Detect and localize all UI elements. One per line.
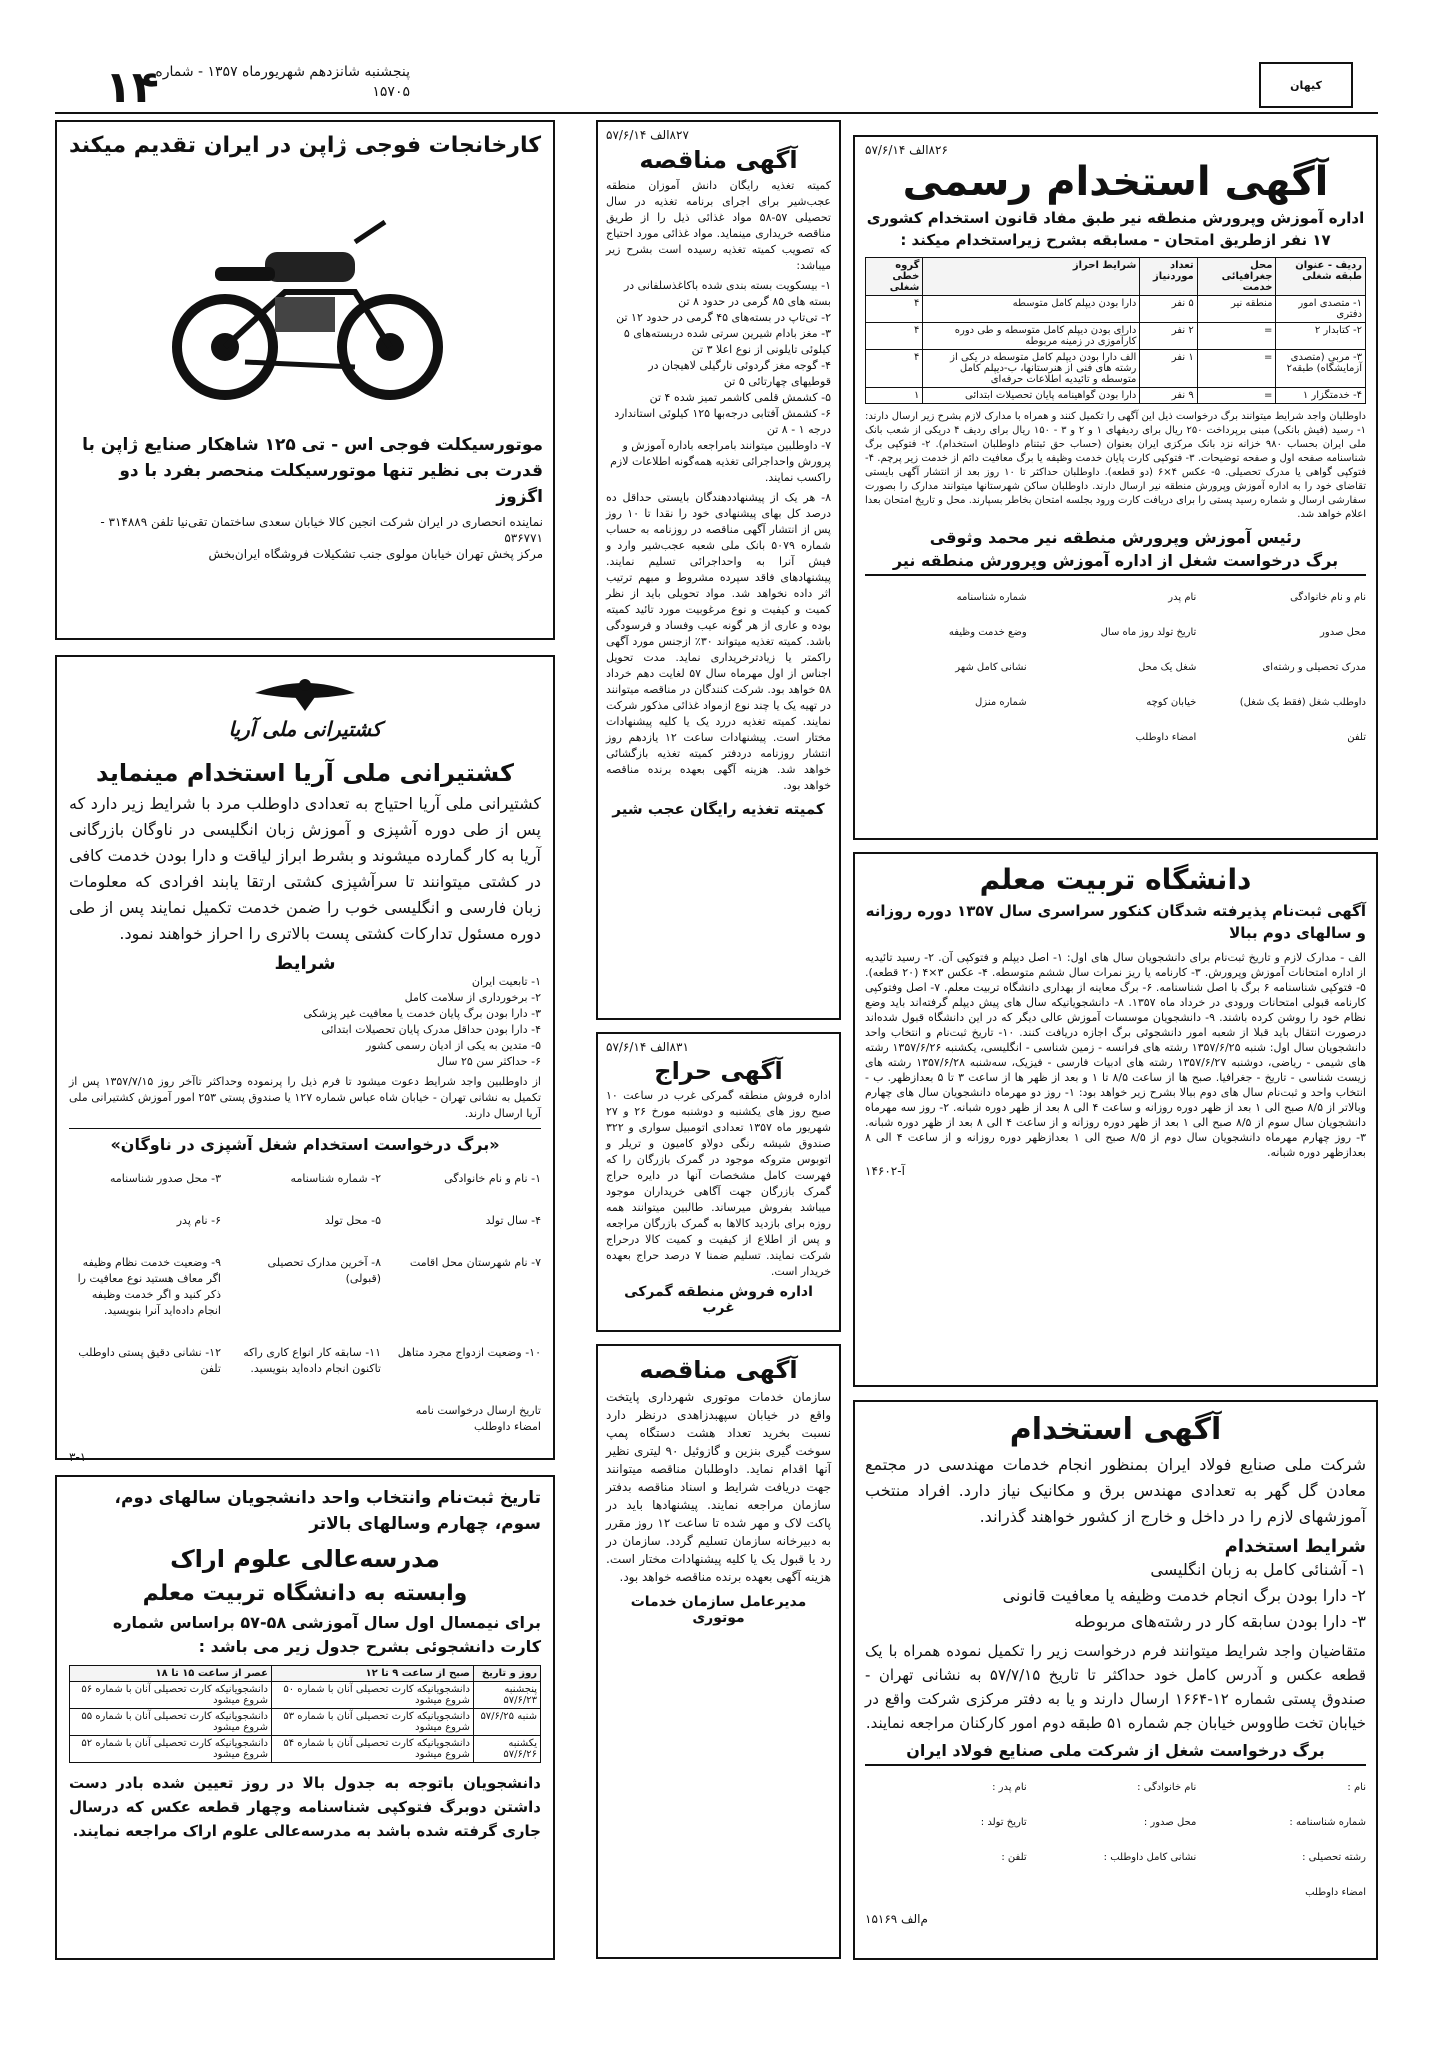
ad-title: دانشگاه تربیت معلم bbox=[979, 863, 1252, 896]
table-cell: ۴ bbox=[866, 350, 923, 388]
list-item: ۴- دارا بودن حداقل مدرک پایان تحصیلات ابتدائی bbox=[321, 1023, 541, 1036]
ad-title: کشتیرانی ملی آریا استخدام مینماید bbox=[96, 759, 514, 787]
table-cell: یکشنبه ۵۷/۶/۲۶ bbox=[473, 1736, 540, 1763]
ad-apply: از داوطلبین واجد شرایط دعوت میشود تا فرم ذیل را پرنموده وحداکثر تاآخر روز ۱۳۵۷/۷/۱۵ پس از تکمیل به نشانی تهران - خیابان شاه عباس شماره ۱۲۷ یا صندوق پستی ۲۵۳ امور آموزش کشتیرانی ملی آریا ارسال دارند. bbox=[69, 1075, 542, 1120]
conditions-title: شرایط bbox=[274, 953, 336, 974]
list-item: ۱- آشنائی کامل به زبان انگلیسی bbox=[1150, 1560, 1366, 1579]
ad-signature: مدیرعامل سازمان خدمات موتوری bbox=[630, 1594, 807, 1626]
list-item: ۶- حداکثر سن ۲۵ سال bbox=[436, 1055, 541, 1068]
form-field: نام پدر : bbox=[992, 1782, 1027, 1793]
ad-aria-shipping bbox=[55, 655, 555, 1464]
ad-code: م‌الف ۱۵۱۶۹ bbox=[865, 1912, 928, 1926]
table-cell: ۲- کتابدار ۲ bbox=[1276, 323, 1366, 350]
ad-ref: ۸۳۱الف ۵۷/۶/۱۴ bbox=[606, 1040, 689, 1054]
table-cell: دارا بودن دیپلم کامل متوسطه bbox=[923, 296, 1140, 323]
table-cell: = bbox=[1197, 323, 1276, 350]
application-form bbox=[865, 1772, 1366, 1908]
ad-body: سازمان خدمات موتوری شهرداری پایتخت واقع در خیابان سپهبدزاهدی درنظر دارد نسبت بخرید تعداد هشت دستگاه پمپ سوخت گیری بنزین و گازوئیل ۹۰ لیتری نظیر آنها اقدام نماید. داوطلبان مناقصه میتوانند جهت دریافت شرایط و اسناد مناقصه بدفتر سازمان مراجعه نمایند. پیشنهادها باید در پاکت لاک و مهر شده تا ساعت ۱۲ روز مقرر به دبیرخانه سازمان تسلیم گردد. سازمان در رد یا قبول یک یا کلیه پیشنهادات مختار است. هزینه آگهی بعهده برنده مناقصه خواهد بود. bbox=[606, 1390, 832, 1584]
ad-fuji-motorcycle bbox=[55, 120, 555, 640]
form-field: رشته تحصیلی : bbox=[1302, 1852, 1366, 1863]
ad-body: برای نیمسال اول سال آموزشی ۵۸-۵۷ براساس شماره کارت دانشجوئی بشرح جدول زیر می باشد : bbox=[112, 1613, 541, 1656]
table-row bbox=[866, 323, 1366, 350]
table-row bbox=[70, 1709, 541, 1736]
table-cell: دارا بودن گواهینامه پایان تحصیلات ابتدائی bbox=[923, 388, 1140, 404]
table-cell: دانشجویانیکه کارت تحصیلی آنان با شماره ۵۳ شروع میشود bbox=[271, 1709, 473, 1736]
conditions-list bbox=[69, 974, 541, 1070]
form-field: شماره شناسنامه bbox=[956, 592, 1027, 603]
table-cell: دانشجویانیکه کارت تحصیلی آنان با شماره ۵۶ شروع میشود bbox=[70, 1682, 272, 1709]
ad-intro: تاریخ ثبت‌نام وانتخاب واحد دانشجویان سالهای دوم، سوم، چهارم وسالهای بالاتر bbox=[114, 1488, 541, 1534]
form-field: وضع خدمت وظیفه bbox=[948, 627, 1027, 638]
form-field: ۱۱- سابقه کار انواع کاری راکه تاکنون انجام داده‌اید بنویسید. bbox=[243, 1346, 381, 1375]
table-cell: ۵ نفر bbox=[1140, 296, 1197, 323]
schedule-table bbox=[69, 1665, 541, 1763]
ad-footer: دانشجویان باتوجه به جدول بالا در روز تعیین شده بادر دست داشتن دوبرگ فتوکپی شناسنامه وچهار قطعه عکس که درسال جاری گرفته شده باشد به مدرسه‌عالی علوم اراک مراجعه نمایند. bbox=[69, 1774, 541, 1840]
ad-title: مدرسه‌عالی علوم اراک bbox=[170, 1545, 440, 1573]
ad-body: شرکت ملی صنایع فولاد ایران بمنظور انجام خدمات مهندسی در مجتمع معادن گل گهر به تعدادی مهندس برق و مکانیک نیاز دارد. افراد منتخب آموزشهای لازم را در داخل و خارج از کشور خواهند گذراند. bbox=[865, 1455, 1366, 1526]
form-field: ۱- نام و نام خانوادگی bbox=[444, 1172, 541, 1185]
ad-title: آگهی استخدام رسمی bbox=[902, 159, 1329, 205]
conditions-list bbox=[865, 1557, 1366, 1635]
form-field: محل صدور : bbox=[1143, 1817, 1197, 1828]
ad-ref: ۸۲۶الف ۵۷/۶/۱۴ bbox=[865, 143, 948, 157]
table-cell: = bbox=[1197, 388, 1276, 404]
form-field: ۵- محل تولد bbox=[324, 1214, 381, 1227]
ad-signature: اداره فروش منطقه گمرکی غرب bbox=[624, 1284, 813, 1316]
ad-body: اداره فروش منطقه گمرکی غرب در ساعت ۱۰ صبح روز های یکشنبه و دوشنبه مورخ ۲۶ و ۲۷ شهریور ماه ۱۳۵۷ تعدادی اتومبیل سواری و ۳۲۲ صندوق شیشه رنگی دولاو کامیون و تریلر و اتوبوس متروکه موجود در گمرک بازرگان را که فهرست کامل مشخصات آنها در دایره حراج گمرک بازرگان جهت آگاهی خریداران موجود میباشد بفروش میرساند. طالبین میتوانند همه روزه برای بازدید کالاها به گمرک بازرگان مراجعه و پس از اطلاع از کیفیت و کمیت کالا درحراج شرکت نمایند. تسلیم ضمنا ۷ درصد حراج بعهده خریدار است. bbox=[606, 1089, 831, 1278]
ad-terms: ۸- هر یک از پیشنهاددهندگان بایستی حداقل ده درصد کل بهای پیشنهادی خود را نقدا تا ۱۰ روز پس از انتشار آگهی مناقصه در روزنامه به حساب شماره ۵۰۷۹ بانک ملی شعبه عجب‌شیر وارد و فیش آنرا به واحداجرائی تسلیم نمایند. پیشنهادهای فاقد سپرده مشروط و مبهم ترتیب اثر داده نخواهد شد. مواد تحویلی باید از نظر کمیت و کیفیت و نوع مرغوبیت مورد تائید کمیته بوده و عاری از هر گونه عیب وفساد و فرسودگی باشد. کمیته تغذیه میتواند ۳۰٪ ازجنس مورد آگهی راکمتر یا زیادترخریداری نماید. مدت تحویل اجناس از اول مهرماه سال ۵۷ لغایت دهم خرداد ۵۸ خواهد بود. شرکت کنندگان در مناقصه میتوانند در تهیه یک یا چند نوع ازمواد غذائی مذکور شرکت نمایند. کمیته تغذیه دررد یک یا کلیه پیشنهادات مختار است. پیشنهادات ساعت ۱۲ یازدهم روز انتشار روزنامه دردفتر کمیته تغذیه بازگشائی خواهد شد. هزینه آگهی بعهده برنده مناقصه خواهد بود. bbox=[606, 491, 831, 792]
form-field: تاریخ تولد : bbox=[980, 1817, 1027, 1828]
table-cell: دانشجویانیکه کارت تحصیلی آنان با شماره ۵۰ شروع میشود bbox=[271, 1682, 473, 1709]
form-field: ۳- محل صدور شناسنامه bbox=[109, 1172, 221, 1185]
ad-agent: نماینده انحصاری در ایران شرکت انجین کالا خیابان سعدی ساختمان تقی‌نیا تلفن ۳۱۴۸۸۹ - ۵۳۶۷۷۱ bbox=[100, 515, 543, 545]
form-field: نام و نام خانوادگی bbox=[1290, 592, 1366, 603]
form-field: ۸- آخرین مدارک تحصیلی (قبولی) bbox=[267, 1256, 381, 1285]
ad-teacher-university bbox=[853, 852, 1378, 1387]
header-rule bbox=[55, 112, 1378, 114]
table-row bbox=[70, 1736, 541, 1763]
table-cell: ۱- متصدی امور دفتری bbox=[1276, 296, 1366, 323]
ad-title: آگهی استخدام bbox=[1009, 1412, 1222, 1447]
list-item: ۲- دارا بودن برگ انجام خدمت وظیفه یا معافیت قانونی bbox=[1002, 1586, 1366, 1605]
application-form bbox=[865, 582, 1366, 753]
form-field: امضاء داوطلب bbox=[1305, 1887, 1366, 1898]
list-item: ۱- تابعیت ایران bbox=[471, 975, 541, 988]
ad-code: آ-۱۴۶۰۲ bbox=[865, 1164, 905, 1178]
ad-signature: رئیس آموزش وپرورش منطقه نیر محمد وثوقی bbox=[929, 528, 1302, 547]
form-field: نشانی کامل شهر bbox=[955, 662, 1027, 673]
ad-title: آگهی مناقصه bbox=[639, 146, 798, 174]
table-cell: ۴- خدمتگزار ۱ bbox=[1276, 388, 1366, 404]
table-header: محل جغرافیائی خدمت bbox=[1197, 258, 1276, 296]
form-field: نام خانوادگی : bbox=[1137, 1782, 1197, 1793]
date-line: پنجشنبه شانزدهم شهریورماه ۱۳۵۷ - شماره ۱۵۷۰۵ bbox=[155, 64, 410, 100]
aria-logo-text: کشتیرانی ملی آریا bbox=[228, 717, 382, 741]
table-cell: پنجشنبه ۵۷/۶/۲۳ bbox=[473, 1682, 540, 1709]
ad-title: آگهی حراج bbox=[654, 1057, 783, 1085]
conditions-title: شرایط استخدام bbox=[1224, 1536, 1366, 1557]
ad-steel-employment bbox=[853, 1400, 1378, 1960]
form-field: ۱۰- وضعیت ازدواج مجرد متاهل bbox=[397, 1346, 541, 1359]
ad-title: کارخانجات فوجی ژاپن در ایران تقدیم میکند bbox=[68, 133, 541, 158]
list-item: ۲- برخورداری از سلامت کامل bbox=[404, 991, 541, 1004]
list-item: ۳- دارا بودن برگ پایان خدمت یا معافیت غیر پزشکی bbox=[303, 1007, 541, 1020]
aria-logo bbox=[69, 673, 541, 741]
ad-subtitle: اداره آموزش وپرورش منطقه نیر طبق مفاد قانون استخدام کشوری ۱۷ نفر ازطریق امتحان - مسابقه بشرح زیراستخدام میکند : bbox=[866, 209, 1365, 249]
table-header: صبح از ساعت ۹ تا ۱۲ bbox=[271, 1666, 473, 1682]
form-field: نشانی کامل داوطلب : bbox=[1103, 1852, 1197, 1863]
form-field: تلفن : bbox=[1001, 1852, 1027, 1863]
list-item: ۶- کشمش آفتابی درجه‌بها ۱۲۵ کیلوئی استاندارد درجه ۱ - ۸ تن bbox=[614, 407, 831, 436]
ad-apply: متقاضیان واجد شرایط میتوانند فرم درخواست زیر را تکمیل نموده همراه با یک قطعه عکس و آدرس کامل خود حداکثر تا تاریخ ۵۷/۷/۱۵ به نشانی تهران - صندوق پستی شماره ۱۲-۱۶۶۴ ارسال دارند و یا به دفتر مرکزی شرکت واقع در خیابان تخت طاووس خیابان جم شماره ۵۱ طبقه دوم امور کارکنان مراجعه نمایند. bbox=[865, 1642, 1366, 1732]
table-row bbox=[866, 350, 1366, 388]
form-field: شغل یک محل bbox=[1138, 662, 1197, 673]
table-cell: دانشجویانیکه کارت تحصیلی آنان با شماره ۵۵ شروع میشود bbox=[70, 1709, 272, 1736]
form-field: ۱۲- نشانی دقیق پستی داوطلب تلفن bbox=[78, 1346, 221, 1375]
ad-body: کشتیرانی ملی آریا احتیاج به تعدادی داوطلب مرد با شرایط زیر دارد که پس از طی دوره آشپزی و آموزش زبان انگلیسی در ناوگان بازرگانی آریا به کار گمارده میشوند و بشرط ابراز لیاقت و دارا بودن خدمت کافی در کشتی میتوانند تا سرآشپزی کشتی ارتقا یابند افرادی که معلومات زبان فارسی و انگلیسی خوب را ضمن خدمت تکمیل نمایند پس از طی دوره مسئول تدارکات کشتی پست بالاتری را احراز خواهند نمود. bbox=[69, 794, 541, 943]
form-field: خیابان کوچه bbox=[1146, 697, 1197, 708]
form-title: «برگ درخواست استخدام شغل آشپزی در ناوگان» bbox=[110, 1135, 500, 1154]
table-header: روز و تاریخ bbox=[473, 1666, 540, 1682]
motorcycle-image bbox=[67, 172, 543, 422]
ad-body: الف - مدارک لازم و تاریخ ثبت‌نام برای دانشجویان سال های اول: ۱- اصل دیپلم و فتوکپی آن. ۲- رسید تائیدیه از اداره امتحانات آموزش وپرورش. ۳- کارنامه یا ریز نمرات سال ششم متوسطه. ۴- عکس ۳×۴ (۲۰ قطعه). ۵- فتوکپی شناسنامه ۶ برگ با اصل شناسنامه. ۶- برگ معاینه از بهداری دانشگاه تربیت معلم. ۷- اصل وفتوکپی کارنامه قبولی امتحانات ورودی در خرداد ماه ۱۳۵۷. ۸- دانشجویانیکه سال های پیش دیپلم گرفته‌اند باید وضع نظام خود را روشن کرده باشند. ۹- دانشجویان موسسات آموزش عالی دیگر که در این دانشگاه قبول شده‌اند درصورت انتقال باید قبلا از شعبه امور دانشجوئی برگ اجازه دریافت کنند. ۱۰- تاریخ ثبت‌نام و انتخاب واحد دانشجویان سال اول: شنبه ۱۳۵۷/۶/۲۵ رشته های فرانسه - زمین شناسی - انگلیسی، یکشنبه ۱۳۵۷/۶/۲۶ رشته های شیمی - ریاضی، دوشنبه ۱۳۵۷/۶/۲۷ رشته های ادبیات فارسی - فیزیک، سه‌شنبه ۱۳۵۷/۶/۲۸ رشته های زیست شناسی - تاریخ - جغرافیا. صبح ها از ساعت ۸/۵ تا ۱ و بعد از ظهر ها از ساعت ۳ تا ۵ بعدازظهر. ب - انتخاب واحد و ثبت‌نام سال های دوم ببالا بشرح زیر خواهد بود: ۱- روز دو مهرماه دانشجویان سال های چهارم وبالاتر از ۸/۵ صبح الی ۱ بعد از ظهر دوره روزانه و ساعت ۴ الی ۸ بعد از ظهر دوره شبانه. ۲- روز سه مهرماه دانشجویان سال سوم از ۸/۵ صبح الی ۱ بعد از ظهر دوره روزانه و از ساعت ۴ الی ۸ بعد از ظهر دوره شبانه. ۳- روز چهارم مهرماه دانشجویان سال دوم از ۸/۵ صبح الی ۱ بعدازظهر دوره روزانه و از ساعت ۴ الی ۸ بعدازظهر دوره شبانه. bbox=[865, 951, 1367, 1159]
form-field: شماره شناسنامه : bbox=[1289, 1817, 1366, 1828]
table-header: تعداد موردنیاز bbox=[1140, 258, 1197, 296]
list-item: ۴- گوجه مغز گردوئی نارگیلی لاهیجان در قوطیهای چهارتائی ۵ تن bbox=[648, 359, 831, 388]
table-cell: دانشجویانیکه کارت تحصیلی آنان با شماره ۵۲ شروع میشود bbox=[70, 1736, 272, 1763]
ad-tender-school-food bbox=[596, 120, 841, 1020]
list-item: ۳- مغز بادام شیرین سرتی شده دربسته‌های ۵ کیلوئی تایلونی از نوع اعلا ۳ تن bbox=[623, 327, 831, 356]
form-field: نام پدر bbox=[1168, 592, 1197, 603]
table-cell: ۱ نفر bbox=[1140, 350, 1197, 388]
table-cell: ۱ bbox=[866, 388, 923, 404]
form-field: تاریخ ارسال درخواست نامه امضاء داوطلب bbox=[415, 1404, 541, 1433]
form-title: برگ درخواست شغل از شرکت ملی صنایع فولاد ایران bbox=[865, 1741, 1366, 1766]
table-row bbox=[70, 1682, 541, 1709]
form-field: مدرک تحصیلی و رشته‌ای bbox=[1262, 662, 1366, 673]
table-cell: دارای بودن دیپلم کامل متوسطه و طی دوره کارآموزی در زمینه مربوطه bbox=[923, 323, 1140, 350]
table-cell: ۹ نفر bbox=[1140, 388, 1197, 404]
form-field: ۴- سال تولد bbox=[485, 1214, 541, 1227]
table-header: گروه خطی شغلی bbox=[866, 258, 923, 296]
ad-tagline: موتورسیکلت فوجی اس - تی ۱۲۵ شاهکار صنایع ژاپن با قدرت بی نظیر تنها موتورسیکلت منحصر بفرد با دو اگزوز bbox=[82, 435, 543, 507]
form-field: تاریخ تولد روز ماه سال bbox=[1100, 627, 1197, 638]
ad-body: داوطلبان واجد شرایط میتوانند برگ درخواست ذیل این آگهی را تکمیل کنند و همراه با مدارک لازم بشرح زیر ارسال دارند: ۱- رسید (فیش بانکی) مبنی برپرداخت ۲۵۰ ریال برای ردیفهای ۱ و ۲ و ۳ - ۱۵۰ ریال برای ردیف ۴ دریکی از شعب بانک ملی ایران بحساب ۹۸۰ خزانه نزد بانک مرکزی ایران بعنوان (حساب حق ثبتنام داوطلبان استخدام). ۲- فتوکپی برگ شناسنامه صفحه اول و صفحه توضیحات. ۳- فتوکپی کارت پایان خدمت وظیفه یا برگ معافیت دائم از خدمت زیر پرچم. ۴- فتوکپی گواهی یا مدرک تحصیلی. ۵- عکس ۴×۶ (دو قطعه). داوطلبان حداکثر تا ۱۰ روز بعد از انتشار آگهی بایستی تقاضای خود را به اداره آموزش وپرورش منطقه نیر ارسال دارند. داوطلبان ساکن شهرستانها میتوانند مدارک را بصورت سفارشی ارسال و شماره رسید پستی را برای دریافت کارت ورود بجلسه امتحان بخاطر بسپارند. محل و تاریخ امتحان بعدا اعلام خواهد شد. bbox=[865, 411, 1367, 520]
ad-signature: کمیته تغذیه رایگان عجب شیر bbox=[612, 800, 825, 818]
form-field: محل صدور bbox=[1320, 627, 1366, 638]
page-number: ۱۴ bbox=[105, 62, 159, 113]
faravahar-icon bbox=[250, 673, 360, 713]
form-title: برگ درخواست شغل از اداره آموزش وپرورش منطقه نیر bbox=[865, 551, 1366, 576]
job-table bbox=[865, 257, 1366, 404]
list-item: ۵- کشمش قلمی کاشمر تمیز شده ۴ تن bbox=[649, 391, 831, 404]
form-field: شماره منزل bbox=[975, 697, 1027, 708]
form-field: داوطلب شغل (فقط یک شغل) bbox=[1239, 697, 1366, 708]
list-item: ۲- تی‌تاپ در بسته‌های ۴۵ گرمی در حدود ۱۲ تن bbox=[616, 311, 831, 324]
list-item: ۱- بیسکویت بسته بندی شده باکاغذسلفانی در بسته های ۸۵ گرمی در حدود ۸ تن bbox=[623, 279, 831, 308]
ad-subtitle: آگهی ثبت‌نام پذیرفته شدگان کنکور سراسری سال ۱۳۵۷ دوره روزانه و سالهای دوم ببالا bbox=[865, 902, 1366, 942]
ad-code: ۳-۱ bbox=[69, 1450, 87, 1464]
ad-shops: مرکز پخش تهران خیابان مولوی جنب تشکیلات فروشگاه ایران‌بخش bbox=[208, 547, 543, 561]
form-field: ۹- وضعیت خدمت نظام وظیفه اگر معاف هستید نوع معافیت را ذکر کنید و اگر خدمت وظیفه انجام داده‌اید آنرا بنویسید. bbox=[77, 1256, 221, 1317]
ad-arak-college bbox=[55, 1475, 555, 1960]
list-item: ۵- متدین به یکی از ادیان رسمی کشور bbox=[366, 1039, 541, 1052]
form-field: امضاء داوطلب bbox=[1135, 732, 1197, 743]
table-cell: = bbox=[1197, 350, 1276, 388]
form-field: ۷- نام شهرستان محل اقامت bbox=[409, 1256, 541, 1269]
ad-ref: ۸۲۷الف ۵۷/۶/۱۴ bbox=[606, 128, 689, 142]
ad-title-2: وابسته به دانشگاه تربیت معلم bbox=[142, 1581, 468, 1606]
table-cell: شنبه ۵۷/۶/۲۵ bbox=[473, 1709, 540, 1736]
newspaper-logo: کیهان bbox=[1259, 62, 1353, 108]
ad-employment-official bbox=[853, 135, 1378, 840]
table-row bbox=[866, 296, 1366, 323]
ad-body: کمیته تغذیه رایگان دانش آموزان منطقه عجب‌شیر برای اجرای برنامه تغذیه در سال تحصیلی ۵۷-۵۸ مواد غذائی ذیل را از طریق مناقصه خریداری مینماید. مواد غذائی مورد احتیاج که تصویب کمیته تغذیه رسیده است بشرح زیر میباشد: bbox=[606, 179, 831, 272]
form-field: ۶- نام پدر bbox=[176, 1214, 221, 1227]
table-cell: ۴ bbox=[866, 296, 923, 323]
motorcycle-illustration bbox=[155, 182, 455, 412]
table-cell: ۴ bbox=[866, 323, 923, 350]
table-cell: ۲ نفر bbox=[1140, 323, 1197, 350]
table-cell: ۳- مربی (متصدی آزمایشگاه) طبقه۲ bbox=[1276, 350, 1366, 388]
list-item: ۷- داوطلبین میتوانند بامراجعه باداره آموزش و پرورش واحداجرائی تغذیه همه‌گونه اطلاعات لازم راکسب نمایند. bbox=[610, 439, 831, 484]
list-item: ۳- دارا بودن سابقه کار در رشته‌های مربوطه bbox=[1074, 1612, 1366, 1631]
ad-auction bbox=[596, 1032, 841, 1332]
table-cell: دانشجویانیکه کارت تحصیلی آنان با شماره ۵۴ شروع میشود bbox=[271, 1736, 473, 1763]
table-cell: منطقه نیر bbox=[1197, 296, 1276, 323]
ad-tender-motor-services bbox=[596, 1344, 841, 1959]
table-header: شرایط احراز bbox=[923, 258, 1140, 296]
form-field: ۲- شماره شناسنامه bbox=[290, 1172, 381, 1185]
table-cell: الف دارا بودن دیپلم کامل متوسطه در یکی از رشته های فنی از هنرستانها، ب-دیپلم کامل متوسطه و تائیدیه اطلاعات حرفه‌ای bbox=[923, 350, 1140, 388]
application-form bbox=[69, 1160, 541, 1446]
tender-items bbox=[606, 278, 831, 486]
form-field: تلفن bbox=[1347, 732, 1366, 743]
table-header: عصر از ساعت ۱۵ تا ۱۸ bbox=[70, 1666, 272, 1682]
form-field: نام : bbox=[1347, 1782, 1366, 1793]
ad-title: آگهی مناقصه bbox=[639, 1356, 798, 1384]
table-header: ردیف - عنوان طبقه شغلی bbox=[1276, 258, 1366, 296]
table-row bbox=[866, 388, 1366, 404]
